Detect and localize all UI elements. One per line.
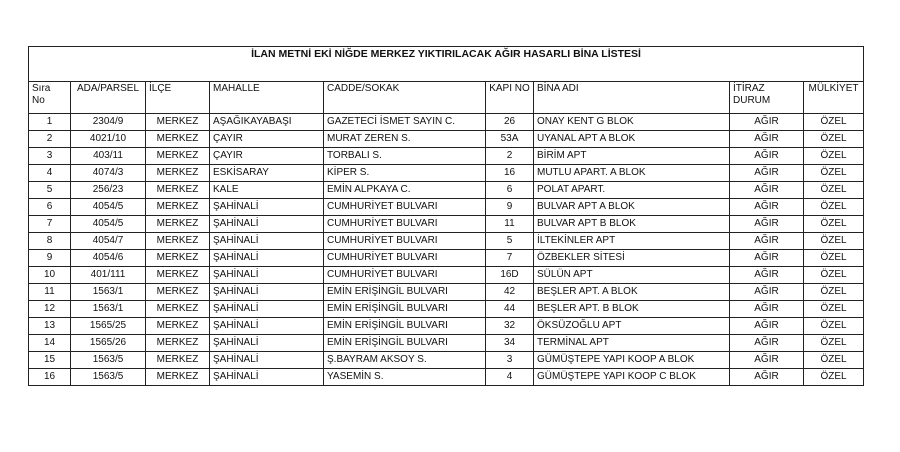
- cell-bina-adi: BEŞLER APT. A BLOK: [534, 284, 730, 301]
- cell-kapi-no: 2: [486, 148, 534, 165]
- cell-mulkiyet: ÖZEL: [804, 369, 864, 386]
- header-itiraz: [730, 82, 804, 114]
- cell-bina-adi: TERMİNAL APT: [534, 335, 730, 352]
- cell-kapi-no: 4: [486, 369, 534, 386]
- cell-ada-parsel: 1565/25: [71, 318, 146, 335]
- cell-ilce: MERKEZ: [146, 131, 210, 148]
- building-list-document: [28, 46, 863, 386]
- cell-bina-adi: ÖZBEKLER SİTESİ: [534, 250, 730, 267]
- cell-ilce: MERKEZ: [146, 182, 210, 199]
- cell-kapi-no: 42: [486, 284, 534, 301]
- table-row: [29, 165, 864, 182]
- cell-mahalle: ŞAHİNALİ: [210, 284, 324, 301]
- cell-itiraz: AĞIR: [730, 301, 804, 318]
- cell-bina-adi: SÜLÜN APT: [534, 267, 730, 284]
- cell-ada-parsel: 1563/5: [71, 352, 146, 369]
- cell-mahalle: KALE: [210, 182, 324, 199]
- cell-ada-parsel: 403/11: [71, 148, 146, 165]
- cell-kapi-no: 9: [486, 199, 534, 216]
- table-row: [29, 318, 864, 335]
- cell-mahalle: ŞAHİNALİ: [210, 199, 324, 216]
- document-title: İLAN METNİ EKİ NİĞDE MERKEZ YIKTIRILACAK AĞIR HASARLI BİNA LİSTESİ: [29, 47, 864, 82]
- cell-sira-no: 12: [29, 301, 71, 318]
- cell-sira-no: 8: [29, 233, 71, 250]
- cell-cadde: CUMHURİYET BULVARI: [324, 267, 486, 284]
- cell-cadde: EMİN ALPKAYA C.: [324, 182, 486, 199]
- cell-bina-adi: BULVAR APT A BLOK: [534, 199, 730, 216]
- title-row: [29, 47, 864, 82]
- cell-ada-parsel: 256/23: [71, 182, 146, 199]
- table-row: [29, 182, 864, 199]
- cell-cadde: GAZETECİ İSMET SAYIN C.: [324, 114, 486, 131]
- cell-bina-adi: BİRİM APT: [534, 148, 730, 165]
- cell-mahalle: ŞAHİNALİ: [210, 369, 324, 386]
- cell-ilce: MERKEZ: [146, 233, 210, 250]
- cell-kapi-no: 16D: [486, 267, 534, 284]
- cell-kapi-no: 32: [486, 318, 534, 335]
- cell-bina-adi: ÖKSÜZOĞLU APT: [534, 318, 730, 335]
- cell-bina-adi: UYANAL APT A BLOK: [534, 131, 730, 148]
- cell-ada-parsel: 1565/26: [71, 335, 146, 352]
- cell-mulkiyet: ÖZEL: [804, 267, 864, 284]
- cell-itiraz: AĞIR: [730, 284, 804, 301]
- table-row: [29, 148, 864, 165]
- cell-bina-adi: GÜMÜŞTEPE YAPI KOOP C BLOK: [534, 369, 730, 386]
- table-row: [29, 199, 864, 216]
- header-itiraz-line2: DURUM: [733, 95, 771, 106]
- cell-mulkiyet: ÖZEL: [804, 131, 864, 148]
- cell-sira-no: 14: [29, 335, 71, 352]
- cell-cadde: YASEMİN S.: [324, 369, 486, 386]
- cell-cadde: TORBALI S.: [324, 148, 486, 165]
- cell-kapi-no: 5: [486, 233, 534, 250]
- header-itiraz-line1: İTİRAZ: [733, 83, 765, 94]
- cell-ilce: MERKEZ: [146, 284, 210, 301]
- cell-itiraz: AĞIR: [730, 114, 804, 131]
- cell-itiraz: AĞIR: [730, 182, 804, 199]
- cell-mulkiyet: ÖZEL: [804, 114, 864, 131]
- cell-ada-parsel: 4054/6: [71, 250, 146, 267]
- cell-cadde: EMİN ERİŞİNGİL BULVARI: [324, 301, 486, 318]
- cell-sira-no: 5: [29, 182, 71, 199]
- cell-ada-parsel: 4054/5: [71, 216, 146, 233]
- cell-ilce: MERKEZ: [146, 301, 210, 318]
- cell-mulkiyet: ÖZEL: [804, 216, 864, 233]
- cell-itiraz: AĞIR: [730, 352, 804, 369]
- table-row: [29, 114, 864, 131]
- table-row: [29, 301, 864, 318]
- cell-itiraz: AĞIR: [730, 233, 804, 250]
- table-row: [29, 131, 864, 148]
- cell-ilce: MERKEZ: [146, 199, 210, 216]
- building-list-table: [28, 46, 864, 386]
- header-mahalle: MAHALLE: [210, 82, 324, 114]
- cell-mahalle: AŞAĞIKAYABAŞI: [210, 114, 324, 131]
- cell-cadde: CUMHURİYET BULVARI: [324, 199, 486, 216]
- cell-bina-adi: BEŞLER APT. B BLOK: [534, 301, 730, 318]
- cell-mulkiyet: ÖZEL: [804, 318, 864, 335]
- table-row: [29, 233, 864, 250]
- cell-ilce: MERKEZ: [146, 114, 210, 131]
- cell-ada-parsel: 401/111: [71, 267, 146, 284]
- cell-ilce: MERKEZ: [146, 335, 210, 352]
- cell-ada-parsel: 4054/7: [71, 233, 146, 250]
- cell-sira-no: 4: [29, 165, 71, 182]
- header-row: [29, 82, 864, 114]
- cell-mulkiyet: ÖZEL: [804, 165, 864, 182]
- cell-cadde: KİPER S.: [324, 165, 486, 182]
- table-row: [29, 216, 864, 233]
- cell-bina-adi: BULVAR APT B BLOK: [534, 216, 730, 233]
- cell-kapi-no: 34: [486, 335, 534, 352]
- header-sira: [29, 82, 71, 114]
- cell-cadde: Ş.BAYRAM AKSOY S.: [324, 352, 486, 369]
- cell-mahalle: ŞAHİNALİ: [210, 318, 324, 335]
- cell-kapi-no: 44: [486, 301, 534, 318]
- cell-itiraz: AĞIR: [730, 165, 804, 182]
- cell-ada-parsel: 1563/1: [71, 301, 146, 318]
- cell-mahalle: ESKİSARAY: [210, 165, 324, 182]
- table-row: [29, 284, 864, 301]
- cell-sira-no: 1: [29, 114, 71, 131]
- cell-mahalle: ŞAHİNALİ: [210, 301, 324, 318]
- cell-ada-parsel: 1563/1: [71, 284, 146, 301]
- cell-cadde: CUMHURİYET BULVARI: [324, 216, 486, 233]
- cell-ilce: MERKEZ: [146, 250, 210, 267]
- cell-mahalle: ŞAHİNALİ: [210, 352, 324, 369]
- cell-mulkiyet: ÖZEL: [804, 284, 864, 301]
- cell-mulkiyet: ÖZEL: [804, 301, 864, 318]
- table-row: [29, 352, 864, 369]
- cell-ilce: MERKEZ: [146, 148, 210, 165]
- cell-itiraz: AĞIR: [730, 216, 804, 233]
- cell-cadde: MURAT ZEREN S.: [324, 131, 486, 148]
- cell-bina-adi: MUTLU APART. A BLOK: [534, 165, 730, 182]
- header-ada-parsel: ADA/PARSEL: [71, 82, 146, 114]
- cell-kapi-no: 3: [486, 352, 534, 369]
- cell-ilce: MERKEZ: [146, 165, 210, 182]
- cell-kapi-no: 11: [486, 216, 534, 233]
- cell-sira-no: 7: [29, 216, 71, 233]
- cell-mahalle: ŞAHİNALİ: [210, 233, 324, 250]
- table-row: [29, 250, 864, 267]
- cell-kapi-no: 26: [486, 114, 534, 131]
- cell-sira-no: 9: [29, 250, 71, 267]
- cell-mahalle: ÇAYIR: [210, 131, 324, 148]
- cell-itiraz: AĞIR: [730, 318, 804, 335]
- cell-bina-adi: ONAY KENT G BLOK: [534, 114, 730, 131]
- cell-itiraz: AĞIR: [730, 369, 804, 386]
- header-mulkiyet: MÜLKİYET: [804, 82, 864, 114]
- cell-ilce: MERKEZ: [146, 369, 210, 386]
- header-cadde: CADDE/SOKAK: [324, 82, 486, 114]
- cell-itiraz: AĞIR: [730, 148, 804, 165]
- cell-cadde: EMİN ERİŞİNGİL BULVARI: [324, 318, 486, 335]
- cell-ada-parsel: 2304/9: [71, 114, 146, 131]
- cell-mulkiyet: ÖZEL: [804, 352, 864, 369]
- cell-ada-parsel: 4054/5: [71, 199, 146, 216]
- cell-mahalle: ŞAHİNALİ: [210, 250, 324, 267]
- cell-bina-adi: İLTEKİNLER APT: [534, 233, 730, 250]
- table-body: [29, 114, 864, 386]
- cell-bina-adi: POLAT APART.: [534, 182, 730, 199]
- header-bina-adi: BİNA ADI: [534, 82, 730, 114]
- cell-sira-no: 10: [29, 267, 71, 284]
- cell-itiraz: AĞIR: [730, 250, 804, 267]
- cell-cadde: CUMHURİYET BULVARI: [324, 233, 486, 250]
- header-kapi-no: KAPI NO: [486, 82, 534, 114]
- cell-itiraz: AĞIR: [730, 199, 804, 216]
- header-sira-line2: No: [32, 95, 45, 106]
- cell-mulkiyet: ÖZEL: [804, 182, 864, 199]
- cell-itiraz: AĞIR: [730, 131, 804, 148]
- cell-mulkiyet: ÖZEL: [804, 148, 864, 165]
- cell-mahalle: ŞAHİNALİ: [210, 335, 324, 352]
- cell-cadde: CUMHURİYET BULVARI: [324, 250, 486, 267]
- cell-bina-adi: GÜMÜŞTEPE YAPI KOOP A BLOK: [534, 352, 730, 369]
- cell-sira-no: 3: [29, 148, 71, 165]
- cell-mulkiyet: ÖZEL: [804, 233, 864, 250]
- cell-kapi-no: 16: [486, 165, 534, 182]
- cell-mahalle: ŞAHİNALİ: [210, 216, 324, 233]
- cell-ilce: MERKEZ: [146, 352, 210, 369]
- cell-mahalle: ÇAYIR: [210, 148, 324, 165]
- cell-sira-no: 11: [29, 284, 71, 301]
- cell-ada-parsel: 4074/3: [71, 165, 146, 182]
- cell-sira-no: 2: [29, 131, 71, 148]
- cell-itiraz: AĞIR: [730, 267, 804, 284]
- cell-cadde: EMİN ERİŞİNGİL BULVARI: [324, 284, 486, 301]
- table-row: [29, 335, 864, 352]
- cell-kapi-no: 53A: [486, 131, 534, 148]
- cell-ilce: MERKEZ: [146, 267, 210, 284]
- cell-ilce: MERKEZ: [146, 216, 210, 233]
- cell-kapi-no: 6: [486, 182, 534, 199]
- cell-mahalle: ŞAHİNALİ: [210, 267, 324, 284]
- cell-mulkiyet: ÖZEL: [804, 250, 864, 267]
- table-row: [29, 369, 864, 386]
- cell-ada-parsel: 4021/10: [71, 131, 146, 148]
- header-ilce: İLÇE: [146, 82, 210, 114]
- cell-mulkiyet: ÖZEL: [804, 335, 864, 352]
- cell-sira-no: 13: [29, 318, 71, 335]
- cell-kapi-no: 7: [486, 250, 534, 267]
- header-sira-line1: Sıra: [32, 83, 51, 94]
- cell-itiraz: AĞIR: [730, 335, 804, 352]
- cell-ilce: MERKEZ: [146, 318, 210, 335]
- cell-sira-no: 15: [29, 352, 71, 369]
- cell-sira-no: 6: [29, 199, 71, 216]
- cell-cadde: EMİN ERİŞİNGİL BULVARI: [324, 335, 486, 352]
- cell-mulkiyet: ÖZEL: [804, 199, 864, 216]
- table-row: [29, 267, 864, 284]
- cell-ada-parsel: 1563/5: [71, 369, 146, 386]
- cell-sira-no: 16: [29, 369, 71, 386]
